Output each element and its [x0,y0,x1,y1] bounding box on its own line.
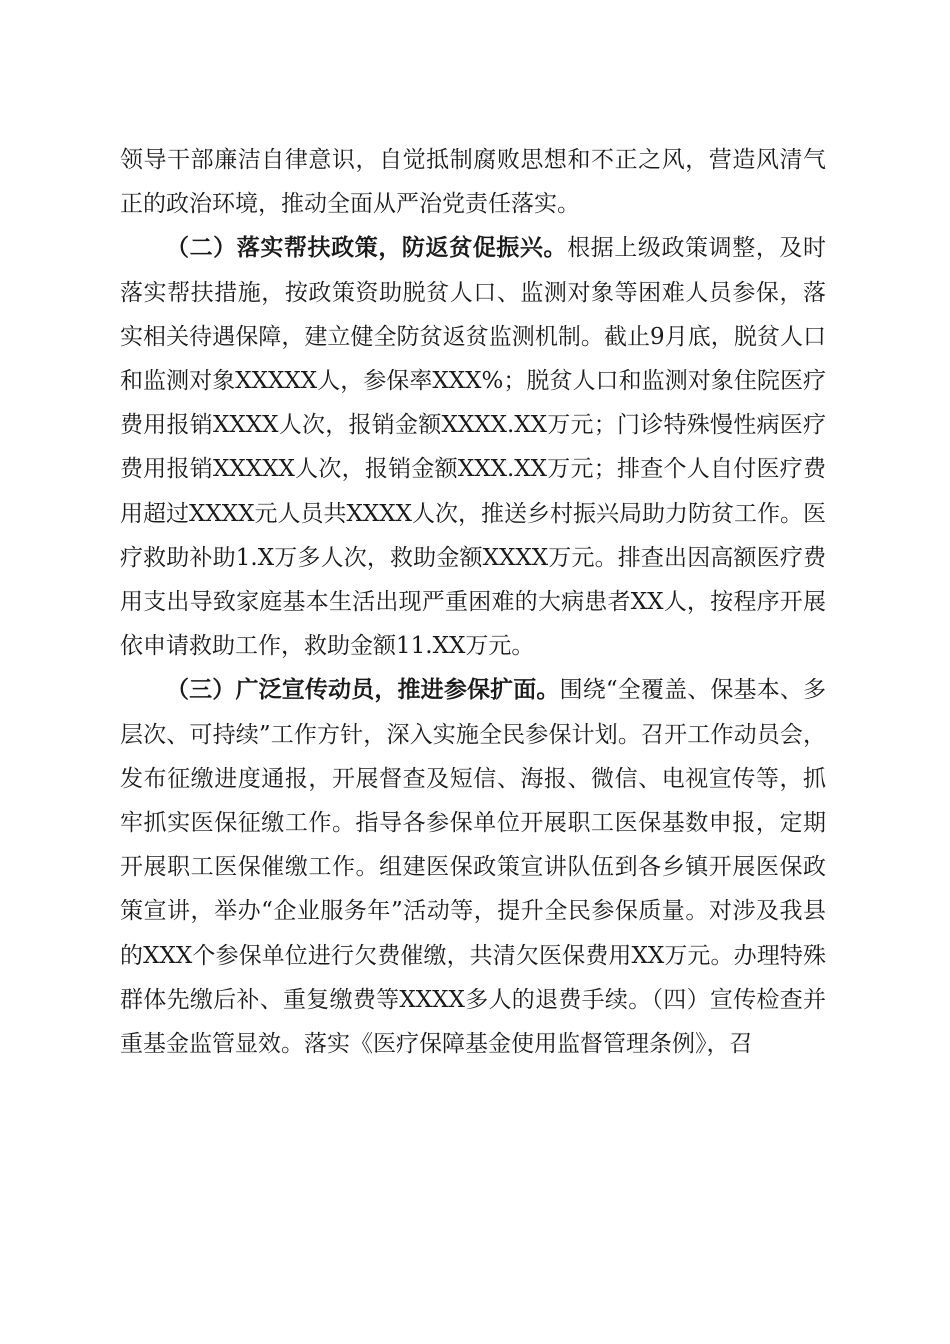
paragraph-section-3 [120,668,826,1066]
document-body [120,138,826,1066]
paragraph-text: 围绕“全覆盖、保基本、多层次、可持续”工作方针，深入实施全民参保计划。召开工作动员会，发布征缴进度通报，开展督查及短信、海报、微信、电视宣传等，抓牢抓实医保征缴工作。指导各参保单位开展职工医保基数申报，定期开展职工医保催缴工作。组建医保政策宣讲队伍到各乡镇开展医保政策宣讲，举办“企业服务年”活动等，提升全民参保质量。对涉及我县的XXX个参保单位进行欠费催缴，共清欠医保费用XX万元。办理特殊群体先缴后补、重复缴费等XXXX多人的退费手续。（四）宣传检查并重基金监管显效。落实《医疗保障基金使用监督管理条例》，召 [120,677,827,1058]
section-heading-3: （三）广泛宣传动员，推进参保扩面。 [166,677,560,704]
section-heading-2: （二）落实帮扶政策，防返贫促振兴。 [166,235,568,262]
paragraph-text: 根据上级政策调整，及时落实帮扶措施，按政策资助脱贫人口、监测对象等困难人员参保，落实相关待遇保障，建立健全防贫返贫监测机制。截止9月底，脱贫人口和监测对象XXXXX人，参保率XXX%；脱贫人口和监测对象住院医疗费用报销XXXX人次，报销金额XXXX.XX万元；门诊特殊慢性病医疗费用报销XXXXX人次，报销金额XXX.XX万元；排查个人自付医疗费用超过XXXX元人员共XXXX人次，推送乡村振兴局助力防贫工作。医疗救助补助1.X万多人次，救助金额XXXX万元。排查出因高额医疗费用支出导致家庭基本生活出现严重困难的大病患者XX人，按程序开展依申请救助工作，救助金额11.XX万元。 [120,235,827,660]
paragraph-section-2 [120,226,826,668]
paragraph-continuation [120,138,826,226]
paragraph-text: 领导干部廉洁自律意识，自觉抵制腐败思想和不正之风，营造风清气正的政治环境，推动全面从严治党责任落实。 [120,147,826,218]
